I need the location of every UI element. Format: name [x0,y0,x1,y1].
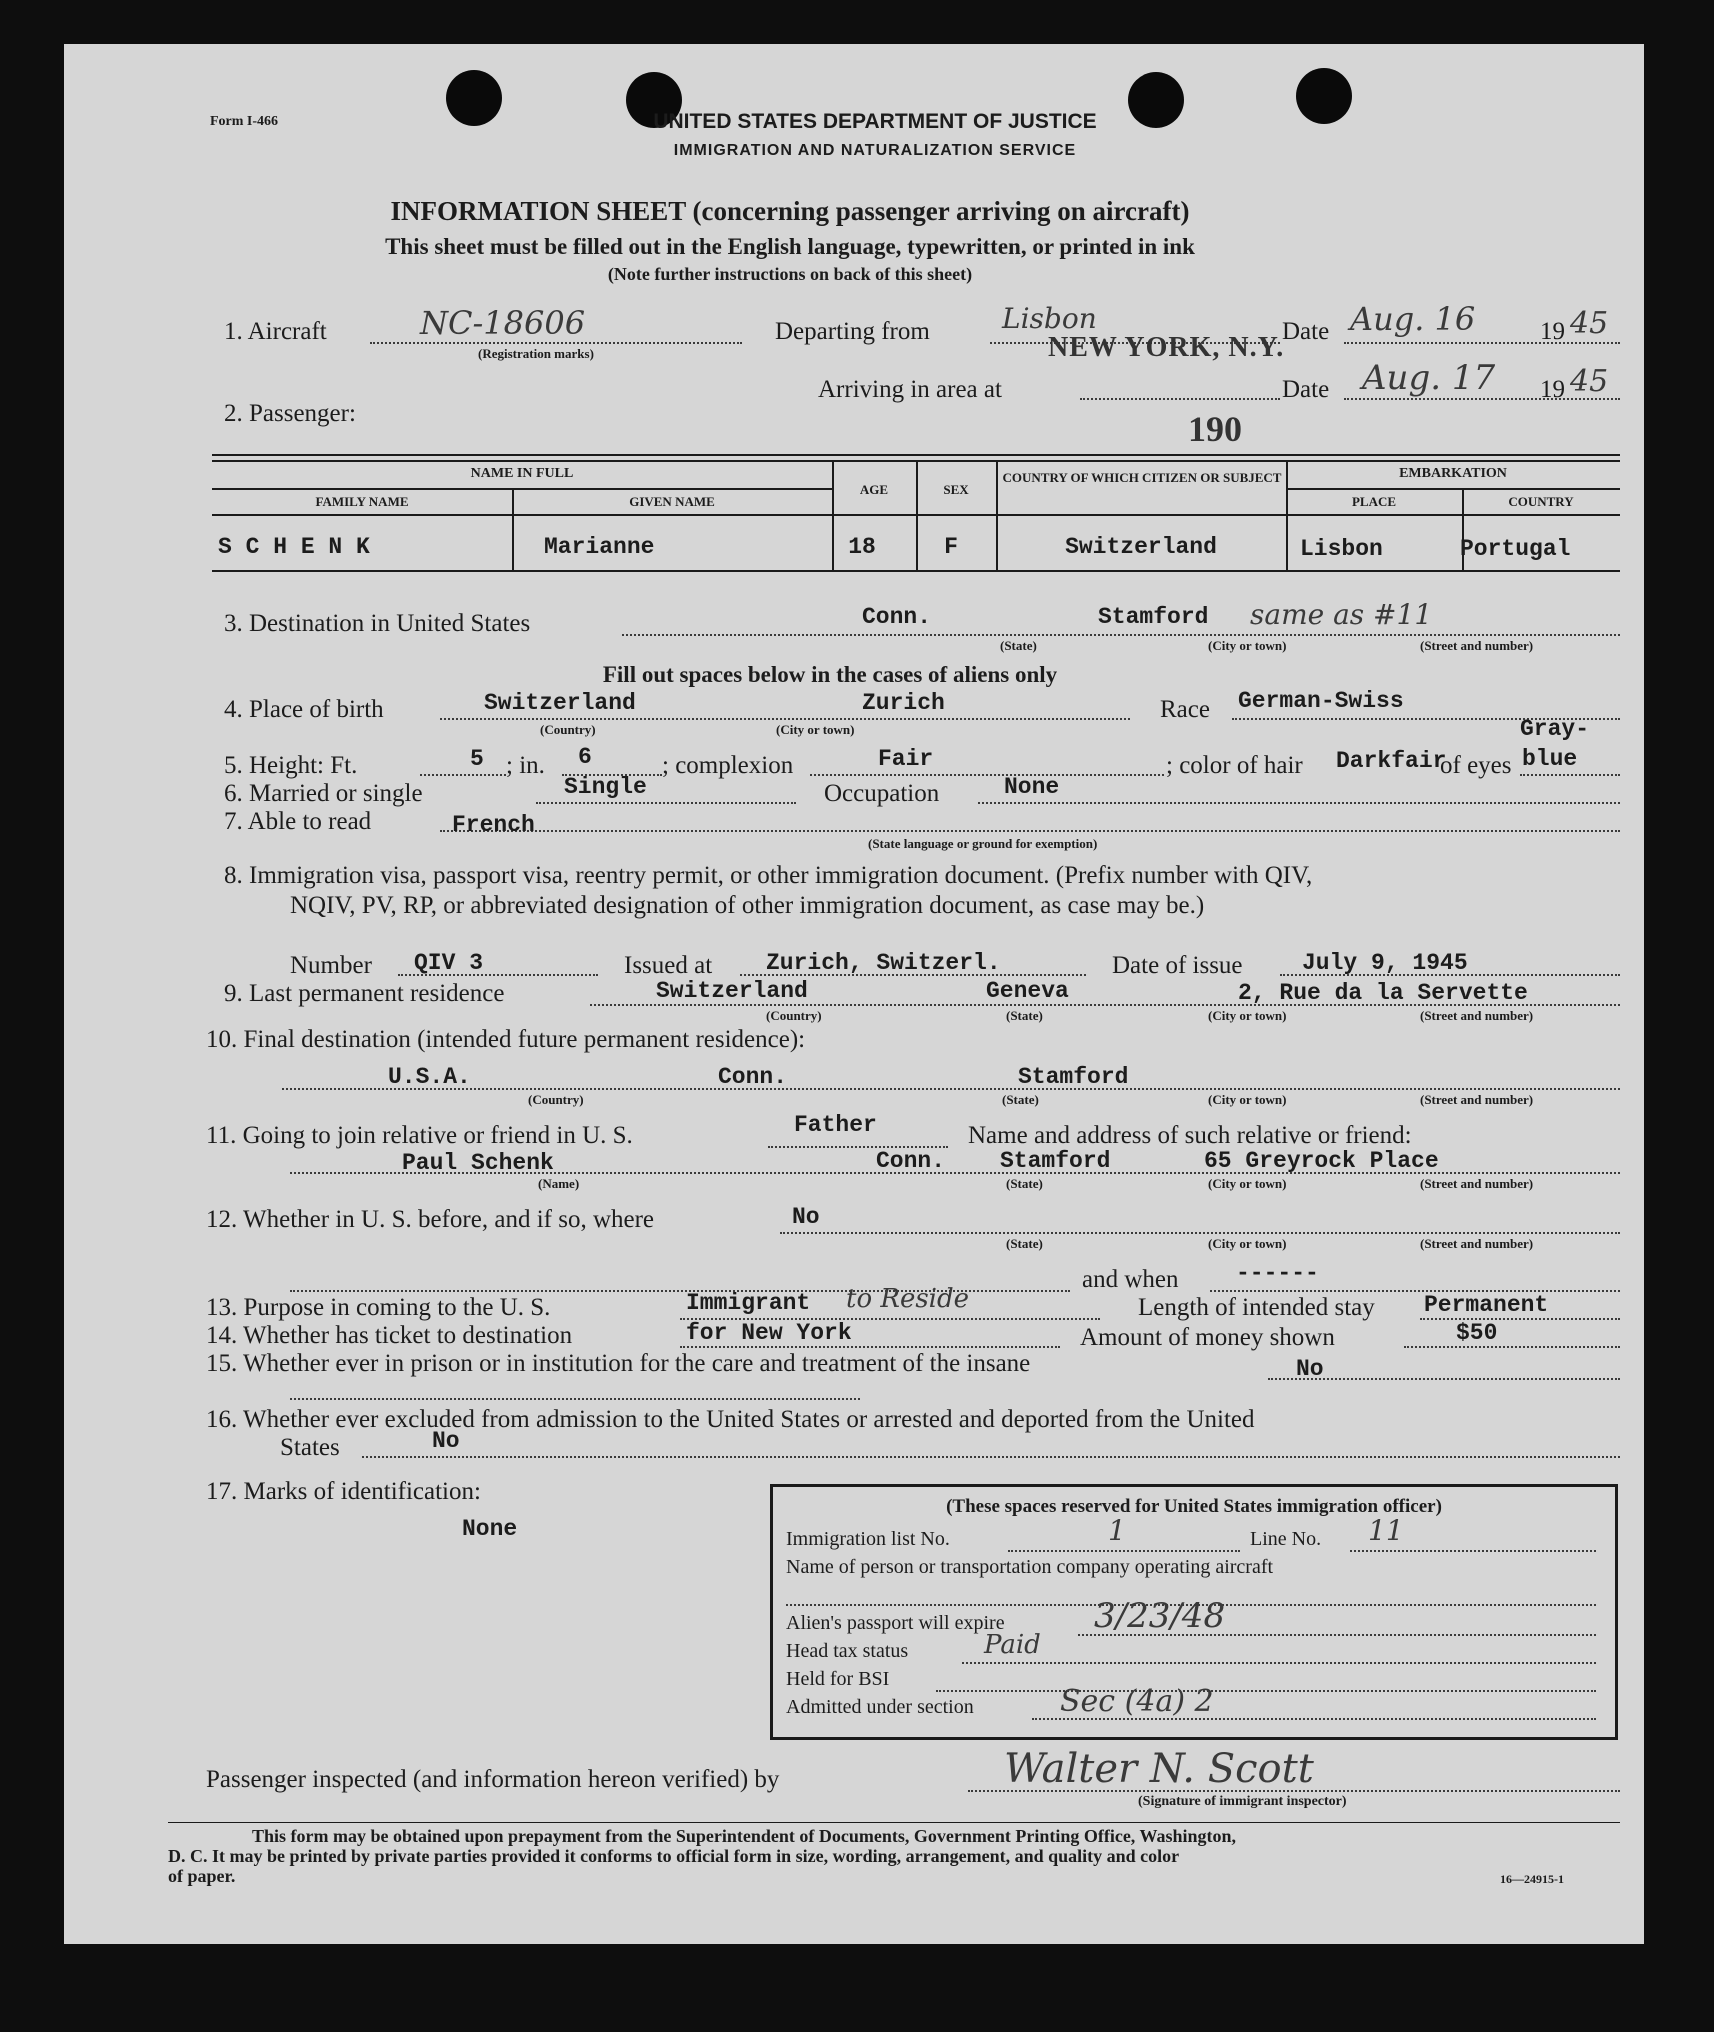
stay-label: Length of intended stay [1138,1294,1375,1321]
section-value: Sec (4a) 2 [1060,1684,1214,1719]
aliens-only-heading: Fill out spaces below in the cases of aliens only [602,662,1058,687]
prior-visit-value: No [792,1204,820,1230]
th-sex: SEX [943,482,969,497]
arrival-date-label: Date [1282,376,1330,403]
excluded-line [362,1456,1620,1458]
departing-label: Departing from [775,318,930,345]
departing-stamp: NEW YORK, N.Y. [1048,332,1285,363]
footer-code: 16—24915-1 [1500,1872,1564,1886]
departing-handwritten: Lisbon [1002,302,1097,335]
officer-box-title: (These spaces reserved for United States immigration officer) [946,1496,1442,1517]
destination-city: Stamford [1098,604,1209,630]
punch-hole [1296,68,1352,124]
caption-city: (City or town) [1208,1176,1287,1191]
final-destination-label: 10. Final destination (intended future permanent residence): [206,1026,806,1053]
visa-date-label: Date of issue [1112,952,1243,979]
head-tax-line [962,1662,1596,1664]
passenger-stamp-number: 190 [1188,409,1242,449]
join-relative-label: 11. Going to join relative or friend in U. S. [206,1122,633,1149]
height-inches: 6 [578,744,592,770]
caption-state: (State) [1006,1176,1043,1191]
passport-expiry-value: 3/23/48 [1094,1596,1226,1636]
when-value: ------ [1236,1260,1319,1286]
th-place: PLACE [1351,494,1397,509]
departure-date: Aug. 16 [1350,300,1476,338]
complexion-label: ; complexion [662,752,794,779]
when-label: and when [1082,1266,1179,1293]
final-destination-line [282,1088,1620,1090]
prior-visit-label: 12. Whether in U. S. before, and if so, where [206,1206,655,1233]
th-embarkation: EMBARKATION [1399,466,1507,481]
purpose-handwritten: to Reside [846,1284,970,1314]
inspector-signature: Walter N. Scott [1004,1746,1314,1792]
th-name-in-full: NAME IN FULL [470,466,574,481]
signature-caption: (Signature of immigrant inspector) [1138,1794,1347,1809]
bsi-line [936,1690,1596,1692]
caption-name: (Name) [538,1176,580,1191]
service-title: IMMIGRATION AND NATURALIZATION SERVICE [673,142,1077,159]
relative-name: Paul Schenk [402,1150,554,1176]
head-tax-value: Paid [984,1630,1041,1660]
caption-country: (Country) [766,1008,822,1023]
caption-city: (City or town) [1208,1236,1287,1251]
head-tax-label: Head tax status [786,1640,909,1662]
birth-city: Zurich [862,690,945,716]
th-country-citizen: COUNTRY OF WHICH CITIZEN OR SUBJECT [1002,470,1282,485]
passenger-given-name: Marianne [544,534,655,560]
company-label: Name of person or transportation company operating aircraft [786,1556,1274,1578]
residence-label: 9. Last permanent residence [224,980,505,1007]
departure-date-line [1344,342,1620,344]
page-note: (Note further instructions on back of this sheet) [607,264,973,284]
excluded-value: No [432,1428,460,1454]
form-number: Form I-466 [210,114,279,129]
th-family-name: FAMILY NAME [315,494,409,509]
destination-state: Conn. [862,604,932,630]
birthplace-line [440,718,1130,720]
final-country: U.S.A. [388,1064,471,1090]
residence-street: 2, Rue da la Servette [1238,980,1528,1006]
marks-value: None [462,1516,518,1542]
caption-state: (State) [1006,1236,1043,1251]
complexion-line [810,774,1164,776]
height-ft-line [420,774,506,776]
visa-label-line2: NQIV, PV, RP, or abbreviated designation of other immigration document, as case may be.) [290,892,1205,919]
list-no-label: Immigration list No. [786,1528,950,1550]
th-age: AGE [859,482,889,497]
relation-value: Father [794,1112,877,1138]
read-value: French [452,812,535,838]
hair-value: Darkfair [1336,748,1447,774]
arrival-year-prefix: 19 [1540,376,1565,403]
departure-date-label: Date [1282,318,1330,345]
occupation-line [978,802,1620,804]
ticket-line [680,1346,1060,1348]
eyes-value-line1: Gray- [1520,716,1590,742]
height-in-label: ; in. [506,752,545,779]
caption-state: (State) [1000,638,1037,653]
caption-city: (City or town) [1208,1092,1287,1107]
caption-country: (Country) [528,1092,584,1107]
excluded-label-line1: 16. Whether ever excluded from admission to the United States or arrested and deported from the United [206,1406,1255,1433]
registration-caption: (Registration marks) [478,346,594,361]
section-label: Admitted under section [786,1696,974,1718]
passport-expiry-label: Alien's passport will expire [786,1612,1005,1634]
ticket-value: for New York [686,1320,852,1346]
departure-year: 45 [1570,306,1609,341]
marks-label: 17. Marks of identification: [206,1478,481,1505]
caption-street: (Street and number) [1420,1176,1534,1191]
th-country: COUNTRY [1508,494,1574,509]
caption-street: (Street and number) [1420,1092,1534,1107]
embarkation-place: Lisbon [1300,536,1383,562]
read-label: 7. Able to read [224,808,372,835]
aircraft-value: NC-18606 [420,304,586,342]
destination-label: 3. Destination in United States [224,610,531,637]
visa-label-line1: 8. Immigration visa, passport visa, reentry permit, or other immigration document. (Prefix number with QIV, [224,862,1313,889]
passenger-citizenship: Switzerland [1065,534,1217,560]
prior-visit-line [780,1232,1620,1234]
footer-line-3: of paper. [168,1866,236,1886]
money-value: $50 [1456,1320,1498,1346]
passenger-sex: F [944,534,958,560]
residence-country: Switzerland [656,978,808,1004]
caption-country: (Country) [540,722,596,737]
destination-line [622,634,1620,636]
table-sub-rule [212,488,832,490]
marital-line [536,802,796,804]
inspected-label: Passenger inspected (and information hereon verified) by [206,1766,780,1793]
occupation-value: None [1004,774,1060,800]
caption-city: (City or town) [776,722,855,737]
passenger-age: 18 [848,534,876,560]
stay-value: Permanent [1424,1292,1549,1318]
read-caption: (State language or ground for exemption) [868,836,1098,851]
birthplace-label: 4. Place of birth [224,696,384,723]
line-no-label: Line No. [1250,1528,1322,1550]
visa-number: QIV 3 [414,950,484,976]
arriving-label: Arriving in area at [818,376,1002,403]
race-value: German-Swiss [1238,688,1404,714]
table-top-rule [212,454,1620,456]
aircraft-label: 1. Aircraft [224,318,327,345]
residence-state: Geneva [986,978,1069,1004]
visa-date: July 9, 1945 [1302,950,1468,976]
prison-value: No [1296,1356,1324,1382]
relative-name-label: Name and address of such relative or friend: [968,1122,1412,1149]
caption-street: (Street and number) [1420,638,1534,653]
footer-rule [168,1822,1620,1823]
passenger-label: 2. Passenger: [224,400,356,427]
relative-city: Stamford [1000,1148,1111,1174]
destination-street: same as #11 [1250,598,1433,631]
visa-number-label: Number [290,952,372,979]
line-no-line [1350,1550,1596,1552]
prison-line [290,1398,860,1400]
punch-hole [446,70,502,126]
table-sub-rule [1286,488,1620,490]
caption-city: (City or town) [1208,1008,1287,1023]
final-city: Stamford [1018,1064,1129,1090]
caption-city: (City or town) [1208,638,1287,653]
eyes-value-line2: blue [1522,746,1578,772]
caption-state: (State) [1006,1008,1043,1023]
purpose-value: Immigrant [686,1290,811,1316]
read-line [440,830,1620,832]
prison-label: 15. Whether ever in prison or in institution for the care and treatment of the insane [206,1350,1031,1377]
arrival-date: Aug. 17 [1362,358,1496,398]
bsi-label: Held for BSI [786,1668,890,1690]
final-state: Conn. [718,1064,788,1090]
passenger-family-name: S C H E N K [218,534,370,560]
excluded-label-line2: States [280,1434,340,1461]
footer-line-2: D. C. It may be printed by private parties provided it conforms to official form in size, wording, arrangement, and quality and color [168,1846,1180,1866]
aircraft-line [370,342,742,344]
money-line [1404,1346,1620,1348]
relative-state: Conn. [876,1148,946,1174]
occupation-label: Occupation [824,780,940,807]
page-subtitle: This sheet must be filled out in the English language, typewritten, or printed in ink [385,234,1195,259]
purpose-label: 13. Purpose in coming to the U. S. [206,1294,551,1321]
line-no-value: 11 [1368,1514,1404,1547]
list-no-value: 1 [1108,1514,1126,1547]
list-no-line [1008,1550,1240,1552]
marital-label: 6. Married or single [224,780,423,807]
money-label: Amount of money shown [1080,1324,1335,1351]
hair-label: ; color of hair [1166,752,1303,779]
when-line [1210,1290,1620,1292]
birth-country: Switzerland [484,690,636,716]
marital-value: Single [564,774,647,800]
height-label: 5. Height: Ft. [224,752,358,779]
year-prefix: 19 [1540,318,1565,345]
arrival-year: 45 [1570,364,1609,399]
page-title: INFORMATION SHEET (concerning passenger arriving on aircraft) [390,196,1190,226]
stay-line [1420,1318,1620,1320]
relative-street: 65 Greyrock Place [1204,1148,1439,1174]
visa-issued-label: Issued at [624,952,713,979]
height-feet: 5 [470,746,484,772]
ticket-label: 14. Whether has ticket to destination [206,1322,573,1349]
department-title: UNITED STATES DEPARTMENT OF JUSTICE [653,110,1097,133]
th-given-name: GIVEN NAME [629,494,715,509]
eyes-line [1520,774,1620,776]
visa-issued-at: Zurich, Switzerl. [766,950,1001,976]
caption-street: (Street and number) [1420,1236,1534,1251]
race-label: Race [1160,696,1210,723]
caption-street: (Street and number) [1420,1008,1534,1023]
caption-state: (State) [1002,1092,1039,1107]
complexion-value: Fair [878,746,934,772]
footer-line-1: This form may be obtained upon prepayment from the Superintendent of Documents, Government Printing Office, Washington, [252,1826,1237,1846]
eyes-label: of eyes [1440,752,1512,779]
embarkation-country: Portugal [1460,536,1571,562]
arriving-line [1080,398,1280,400]
